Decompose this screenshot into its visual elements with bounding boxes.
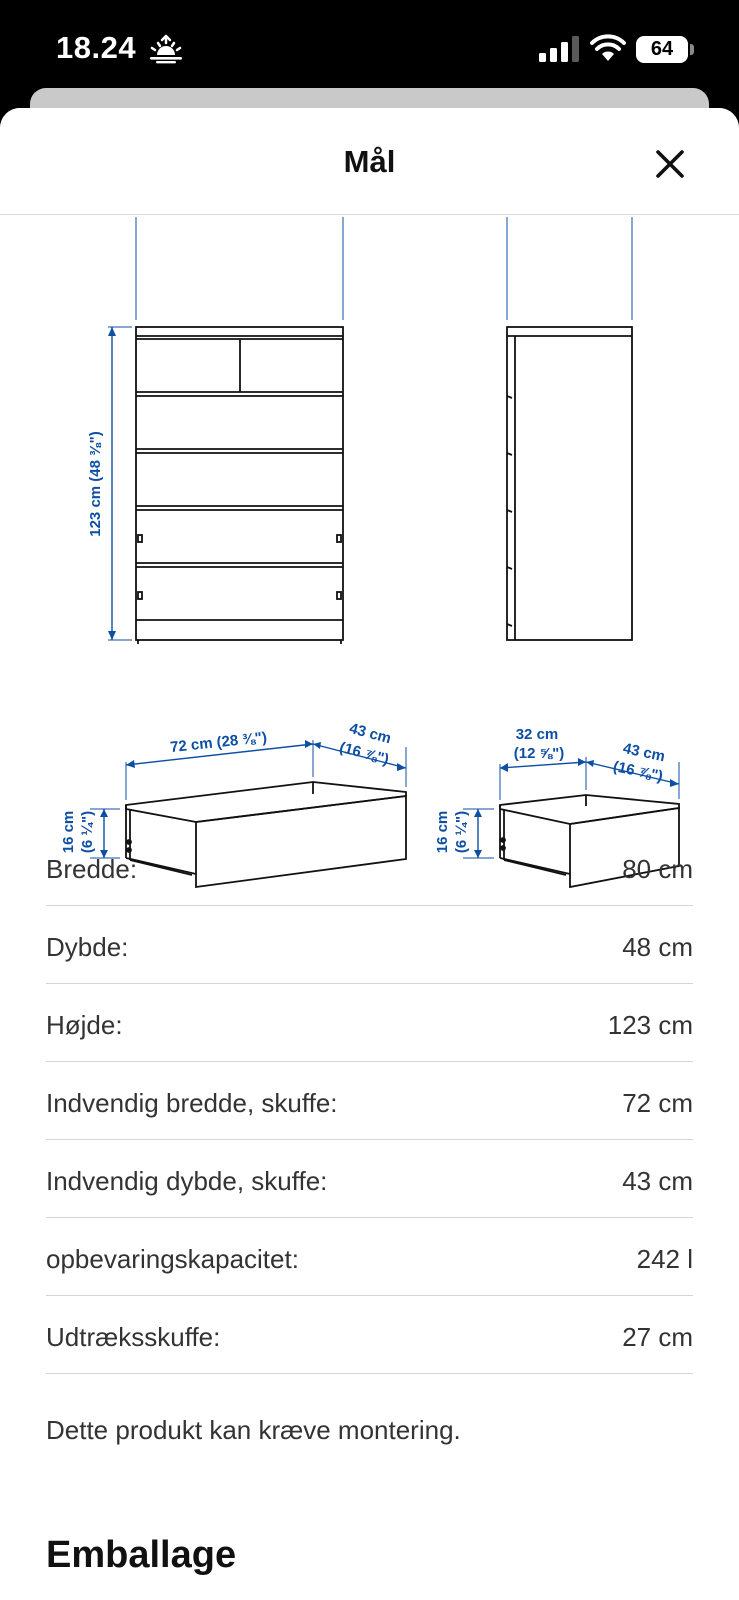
wifi-icon [590,34,626,62]
dimension-drawing [0,212,739,912]
spec-label: Indvendig bredde, skuffe: [46,1088,338,1118]
spec-value: 72 cm [622,1088,693,1118]
chest-front-view [136,217,343,644]
large-drawer-height-cm: 16 cm [60,810,77,854]
large-drawer-height-in: (6 ¼") [79,810,96,854]
small-drawer-depth-in: (16 ⅞") [611,758,665,786]
spec-row-drawer-inner-depth [46,1140,693,1218]
small-drawer-width-cm: 32 cm [515,726,559,743]
dimensions-sheet [0,108,739,1600]
assembly-note: Dette produkt kan kræve montering. [46,1415,461,1445]
close-button[interactable] [648,142,692,186]
small-drawer-height-cm: 16 cm [434,810,451,854]
spec-row-pull-out-drawer [46,1296,693,1374]
spec-label: Indvendig dybde, skuffe: [46,1166,328,1196]
spec-label: Højde: [46,1010,123,1040]
sheet-title: Mål [343,144,396,179]
spec-value: 48 cm [622,932,693,962]
spec-row-depth [46,906,693,984]
small-drawer-depth-cm: 43 cm [621,739,667,766]
chest-side-view [507,217,632,640]
spec-label: Bredde: [46,854,138,884]
spec-label: Dybde: [46,932,129,962]
spec-row-drawer-inner-width [46,1062,693,1140]
spec-value: 242 l [636,1244,693,1274]
close-icon [648,142,692,186]
battery-cap [690,44,694,55]
height-label: 123 cm (48 ⅜") [87,431,104,537]
spec-value: 43 cm [622,1166,693,1196]
large-drawer-depth-in: (16 ⅞") [337,738,391,769]
large-drawer-width-label: 72 cm (28 ⅜") [169,728,268,757]
spec-value: 123 cm [607,1010,693,1040]
packaging-heading: Emballage [46,1534,237,1576]
dimensions-list [46,828,693,1374]
spec-row-height [46,984,693,1062]
small-drawer-width-in: (12 ⅝") [513,745,565,762]
large-drawer-depth-cm: 43 cm [347,719,393,748]
spec-row-storage-capacity [46,1218,693,1296]
sheet-header [0,108,739,215]
cellular-signal-icon [538,36,580,62]
status-bar [0,0,739,92]
spec-value: 27 cm [622,1322,693,1352]
battery-icon: 64 [636,36,688,63]
spec-label: Udtræksskuffe: [46,1322,221,1352]
spec-value: 80 cm [622,854,693,884]
sunrise-icon [148,34,184,64]
spec-row-width [46,828,693,906]
height-dimension [87,327,132,640]
dimension-diagram [0,212,739,912]
small-drawer-height-in: (6 ¼") [453,810,470,854]
status-time: 18.24 [56,30,137,65]
spec-label: opbevaringskapacitet: [46,1244,299,1274]
